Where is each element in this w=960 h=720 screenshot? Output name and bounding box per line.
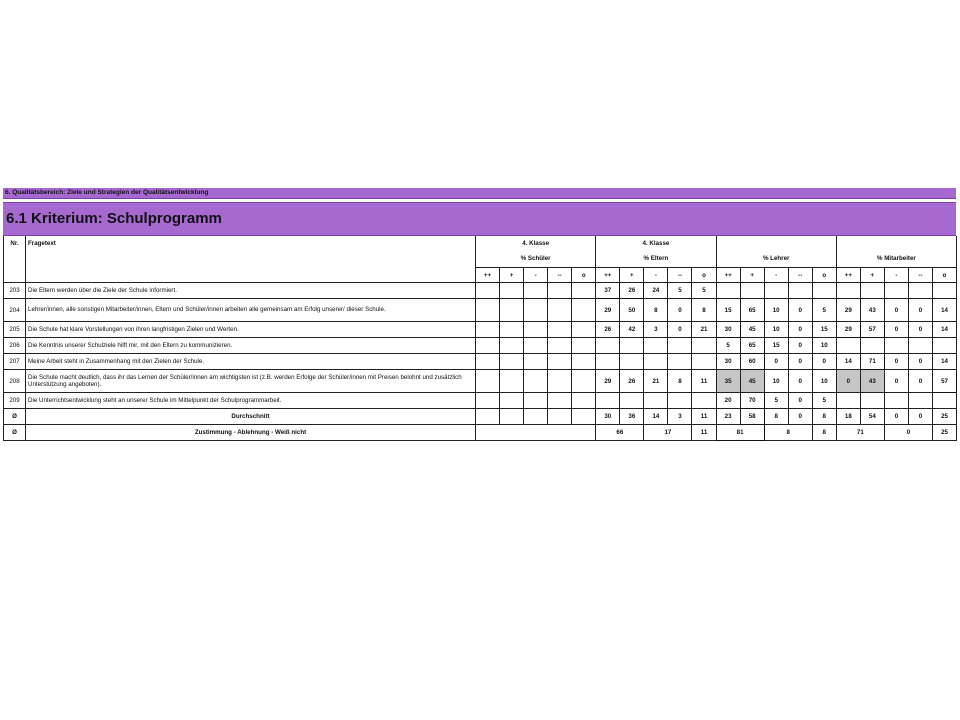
scale-eltern-4: o [692, 268, 716, 283]
average-eltern-0: 30 [596, 409, 620, 425]
value-schueler-1 [500, 283, 524, 299]
table-row [4, 370, 957, 393]
average-row [4, 409, 957, 425]
value-lehrer-4: 5 [812, 393, 836, 409]
value-eltern-3: 8 [668, 370, 692, 393]
value-schueler-4 [572, 338, 596, 354]
average-label: Durchschnitt [26, 409, 476, 425]
value-eltern-2 [644, 338, 668, 354]
survey-document [3, 188, 956, 441]
summary-mitarbeiter-weiss-nicht: 25 [932, 425, 956, 441]
value-schueler-4 [572, 370, 596, 393]
value-mitarbeiter-1 [860, 393, 884, 409]
value-mitarbeiter-4 [932, 338, 956, 354]
value-mitarbeiter-1 [860, 283, 884, 299]
section-title-bar: 6. Qualitätsbereich: Ziele und Strategien der Qualitätsentwicklung [3, 188, 956, 199]
summary-eltern-ablehnung: 17 [644, 425, 692, 441]
value-schueler-4 [572, 354, 596, 370]
average-mitarbeiter-4: 25 [932, 409, 956, 425]
value-mitarbeiter-1: 43 [860, 370, 884, 393]
question-text: Meine Arbeit steht in Zusammenhang mit den Zielen der Schule. [26, 354, 476, 370]
value-lehrer-3: 0 [788, 322, 812, 338]
value-mitarbeiter-0 [836, 283, 860, 299]
group-sub-mitarbeiter: % Mitarbeiter [836, 250, 956, 268]
value-schueler-3 [548, 393, 572, 409]
value-eltern-1 [620, 354, 644, 370]
row-nr: 204 [4, 299, 26, 322]
scale-eltern-2: - [644, 268, 668, 283]
scale-eltern-1: + [620, 268, 644, 283]
header-row-respondents [4, 250, 957, 268]
value-mitarbeiter-2: 0 [884, 370, 908, 393]
value-mitarbeiter-1 [860, 338, 884, 354]
value-eltern-0: 29 [596, 370, 620, 393]
value-schueler-2 [524, 370, 548, 393]
value-eltern-2: 8 [644, 299, 668, 322]
scale-mitarbeiter-3: -- [908, 268, 932, 283]
value-eltern-2: 3 [644, 322, 668, 338]
scale-lehrer-4: o [812, 268, 836, 283]
summary-lehrer-weiss-nicht: 8 [812, 425, 836, 441]
results-table [3, 236, 957, 441]
summary-lehrer-ablehnung: 8 [764, 425, 812, 441]
value-eltern-2 [644, 393, 668, 409]
summary-eltern-zustimmung: 66 [596, 425, 644, 441]
value-mitarbeiter-1: 57 [860, 322, 884, 338]
value-mitarbeiter-4 [932, 393, 956, 409]
value-eltern-0: 37 [596, 283, 620, 299]
value-schueler-0 [476, 393, 500, 409]
value-schueler-4 [572, 322, 596, 338]
value-mitarbeiter-2 [884, 338, 908, 354]
header-row-scale [4, 268, 957, 283]
average-mitarbeiter-1: 54 [860, 409, 884, 425]
average-eltern-2: 14 [644, 409, 668, 425]
value-eltern-0 [596, 338, 620, 354]
group-top-eltern: 4. Klasse [596, 236, 716, 250]
value-schueler-1 [500, 299, 524, 322]
row-nr: 208 [4, 370, 26, 393]
table-row [4, 299, 957, 322]
value-eltern-2 [644, 354, 668, 370]
scale-mitarbeiter-4: o [932, 268, 956, 283]
summary-mitarbeiter-ablehnung: 0 [884, 425, 932, 441]
value-mitarbeiter-2 [884, 283, 908, 299]
value-mitarbeiter-3: 0 [908, 354, 932, 370]
summary-symbol: Ø [4, 425, 26, 441]
value-eltern-0: 29 [596, 299, 620, 322]
value-eltern-3: 0 [668, 322, 692, 338]
value-lehrer-3 [788, 283, 812, 299]
value-mitarbeiter-0: 29 [836, 299, 860, 322]
table-row [4, 354, 957, 370]
value-lehrer-3: 0 [788, 338, 812, 354]
value-schueler-0 [476, 370, 500, 393]
value-lehrer-4 [812, 283, 836, 299]
value-eltern-4 [692, 338, 716, 354]
value-eltern-2: 21 [644, 370, 668, 393]
average-lehrer-0: 23 [716, 409, 740, 425]
value-schueler-1 [500, 322, 524, 338]
row-nr: 206 [4, 338, 26, 354]
value-mitarbeiter-3: 0 [908, 370, 932, 393]
value-schueler-2 [524, 322, 548, 338]
header-row-groups [4, 236, 957, 250]
value-eltern-4: 5 [692, 283, 716, 299]
question-text: Die Kenntnis unserer Schulziele hilft mir, mit den Eltern zu kommunizieren. [26, 338, 476, 354]
value-lehrer-2 [764, 283, 788, 299]
value-schueler-2 [524, 393, 548, 409]
value-lehrer-2: 10 [764, 370, 788, 393]
average-eltern-4: 11 [692, 409, 716, 425]
value-lehrer-4: 10 [812, 338, 836, 354]
value-schueler-3 [548, 338, 572, 354]
value-mitarbeiter-0: 14 [836, 354, 860, 370]
scale-lehrer-0: ++ [716, 268, 740, 283]
summary-row [4, 425, 957, 441]
value-lehrer-1 [740, 283, 764, 299]
question-text: Die Schule hat klare Vorstellungen von ihren langfristigen Zielen und Werten. [26, 322, 476, 338]
value-schueler-3 [548, 370, 572, 393]
value-mitarbeiter-4: 57 [932, 370, 956, 393]
value-schueler-1 [500, 393, 524, 409]
criterion-title: 6.1 Kriterium: Schulprogramm [3, 202, 956, 236]
question-text: Lehrer/innen, alle sonstigen Mitarbeiter/innen, Eltern und Schüler/innen arbeiten alle gemeinsam am Erfolg unserer/ dieser Schule. [26, 299, 476, 322]
value-mitarbeiter-0 [836, 338, 860, 354]
value-schueler-2 [524, 283, 548, 299]
table-row [4, 338, 957, 354]
value-lehrer-3: 0 [788, 393, 812, 409]
value-schueler-4 [572, 393, 596, 409]
value-eltern-2: 24 [644, 283, 668, 299]
average-lehrer-3: 0 [788, 409, 812, 425]
value-schueler-2 [524, 299, 548, 322]
scale-schueler-4: o [572, 268, 596, 283]
value-schueler-3 [548, 354, 572, 370]
value-schueler-1 [500, 338, 524, 354]
table-row [4, 393, 957, 409]
row-nr: 205 [4, 322, 26, 338]
value-lehrer-1: 65 [740, 338, 764, 354]
value-schueler-4 [572, 299, 596, 322]
value-lehrer-1: 45 [740, 370, 764, 393]
value-eltern-4: 8 [692, 299, 716, 322]
value-lehrer-1: 60 [740, 354, 764, 370]
scale-schueler-2: - [524, 268, 548, 283]
value-eltern-1: 50 [620, 299, 644, 322]
value-lehrer-1: 65 [740, 299, 764, 322]
value-lehrer-4: 10 [812, 370, 836, 393]
value-lehrer-2: 15 [764, 338, 788, 354]
value-eltern-0 [596, 393, 620, 409]
summary-label: Zustimmung - Ablehnung - Weiß nicht [26, 425, 476, 441]
value-lehrer-0: 15 [716, 299, 740, 322]
value-lehrer-4: 5 [812, 299, 836, 322]
value-mitarbeiter-2 [884, 393, 908, 409]
value-schueler-0 [476, 299, 500, 322]
average-schueler-3 [548, 409, 572, 425]
fragetext-header: Fragetext [26, 236, 476, 250]
value-mitarbeiter-2: 0 [884, 299, 908, 322]
average-lehrer-2: 8 [764, 409, 788, 425]
group-top-schueler: 4. Klasse [476, 236, 596, 250]
scale-mitarbeiter-2: - [884, 268, 908, 283]
average-symbol: Ø [4, 409, 26, 425]
value-mitarbeiter-3 [908, 393, 932, 409]
value-mitarbeiter-4: 14 [932, 322, 956, 338]
value-schueler-3 [548, 299, 572, 322]
average-mitarbeiter-0: 18 [836, 409, 860, 425]
value-schueler-1 [500, 370, 524, 393]
average-mitarbeiter-2: 0 [884, 409, 908, 425]
value-eltern-4 [692, 393, 716, 409]
value-eltern-3: 0 [668, 299, 692, 322]
value-lehrer-0 [716, 283, 740, 299]
value-mitarbeiter-2: 0 [884, 322, 908, 338]
value-mitarbeiter-3: 0 [908, 299, 932, 322]
value-mitarbeiter-3 [908, 283, 932, 299]
value-mitarbeiter-0: 29 [836, 322, 860, 338]
scale-schueler-0: ++ [476, 268, 500, 283]
value-schueler-1 [500, 354, 524, 370]
value-eltern-1: 42 [620, 322, 644, 338]
average-eltern-3: 3 [668, 409, 692, 425]
question-text: Die Unterrichtsentwicklung steht an unserer Schule im Mittelpunkt der Schulprogrammarbeit. [26, 393, 476, 409]
value-eltern-3 [668, 354, 692, 370]
value-lehrer-2: 10 [764, 299, 788, 322]
row-nr: 203 [4, 283, 26, 299]
value-lehrer-0: 30 [716, 322, 740, 338]
value-eltern-1 [620, 338, 644, 354]
value-eltern-0 [596, 354, 620, 370]
value-schueler-3 [548, 283, 572, 299]
value-schueler-0 [476, 283, 500, 299]
value-eltern-0: 26 [596, 322, 620, 338]
average-schueler-0 [476, 409, 500, 425]
value-lehrer-1: 45 [740, 322, 764, 338]
value-eltern-3 [668, 393, 692, 409]
value-eltern-3 [668, 338, 692, 354]
scale-eltern-3: -- [668, 268, 692, 283]
value-schueler-2 [524, 354, 548, 370]
value-lehrer-4: 0 [812, 354, 836, 370]
value-eltern-1: 26 [620, 370, 644, 393]
table-row [4, 322, 957, 338]
value-lehrer-0: 30 [716, 354, 740, 370]
scale-lehrer-1: + [740, 268, 764, 283]
average-schueler-2 [524, 409, 548, 425]
scale-lehrer-2: - [764, 268, 788, 283]
value-lehrer-0: 20 [716, 393, 740, 409]
value-lehrer-4: 15 [812, 322, 836, 338]
value-mitarbeiter-1: 43 [860, 299, 884, 322]
value-mitarbeiter-2: 0 [884, 354, 908, 370]
value-schueler-4 [572, 283, 596, 299]
value-mitarbeiter-4 [932, 283, 956, 299]
average-lehrer-4: 8 [812, 409, 836, 425]
value-schueler-0 [476, 338, 500, 354]
nr-header: Nr. [4, 236, 26, 250]
average-eltern-1: 36 [620, 409, 644, 425]
question-text: Die Eltern werden über die Ziele der Schule informiert. [26, 283, 476, 299]
value-eltern-1: 26 [620, 283, 644, 299]
summary-mitarbeiter-zustimmung: 71 [836, 425, 884, 441]
value-lehrer-3: 0 [788, 354, 812, 370]
value-schueler-3 [548, 322, 572, 338]
value-eltern-4: 21 [692, 322, 716, 338]
group-top-mitarbeiter [836, 236, 956, 250]
scale-mitarbeiter-1: + [860, 268, 884, 283]
value-lehrer-1: 70 [740, 393, 764, 409]
scale-mitarbeiter-0: ++ [836, 268, 860, 283]
value-lehrer-3: 0 [788, 299, 812, 322]
value-lehrer-2: 5 [764, 393, 788, 409]
average-schueler-1 [500, 409, 524, 425]
value-eltern-4 [692, 354, 716, 370]
row-nr: 209 [4, 393, 26, 409]
summary-schueler [476, 425, 596, 441]
row-nr: 207 [4, 354, 26, 370]
question-text: Die Schule macht deutlich, dass ihr das Lernen der Schüler/innen am wichtigsten ist (z.B. werden Erfolge der Schüler/innen mit Preisen belohnt und zusätzlich Unterstützung angeboten). [26, 370, 476, 393]
value-mitarbeiter-3: 0 [908, 322, 932, 338]
value-schueler-2 [524, 338, 548, 354]
value-mitarbeiter-0: 0 [836, 370, 860, 393]
value-mitarbeiter-4: 14 [932, 354, 956, 370]
group-sub-schueler: % Schüler [476, 250, 596, 268]
value-lehrer-2: 0 [764, 354, 788, 370]
scale-lehrer-3: -- [788, 268, 812, 283]
value-lehrer-2: 10 [764, 322, 788, 338]
value-eltern-4: 11 [692, 370, 716, 393]
value-schueler-0 [476, 322, 500, 338]
summary-eltern-weiss-nicht: 11 [692, 425, 716, 441]
value-eltern-3: 5 [668, 283, 692, 299]
average-lehrer-1: 58 [740, 409, 764, 425]
value-lehrer-3: 0 [788, 370, 812, 393]
scale-eltern-0: ++ [596, 268, 620, 283]
scale-schueler-3: -- [548, 268, 572, 283]
value-eltern-1 [620, 393, 644, 409]
value-mitarbeiter-1: 71 [860, 354, 884, 370]
value-mitarbeiter-4: 14 [932, 299, 956, 322]
value-schueler-0 [476, 354, 500, 370]
scale-schueler-1: + [500, 268, 524, 283]
group-top-lehrer [716, 236, 836, 250]
average-mitarbeiter-3: 0 [908, 409, 932, 425]
value-mitarbeiter-3 [908, 338, 932, 354]
value-lehrer-0: 5 [716, 338, 740, 354]
table-row [4, 283, 957, 299]
group-sub-lehrer: % Lehrer [716, 250, 836, 268]
value-lehrer-0: 35 [716, 370, 740, 393]
group-sub-eltern: % Eltern [596, 250, 716, 268]
value-mitarbeiter-0 [836, 393, 860, 409]
summary-lehrer-zustimmung: 81 [716, 425, 764, 441]
average-schueler-4 [572, 409, 596, 425]
